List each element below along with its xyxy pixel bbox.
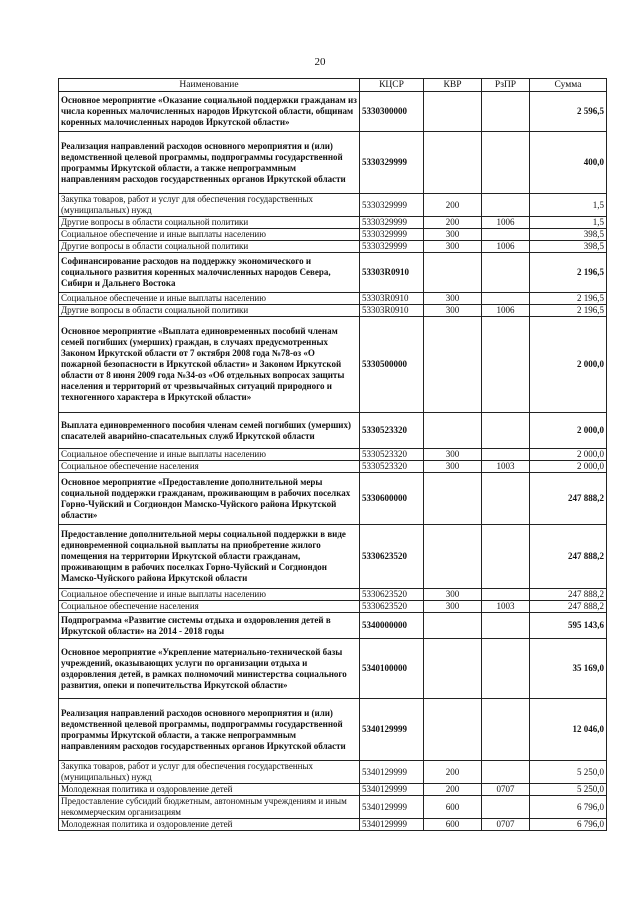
cell-name: Предоставление субсидий бюджетным, автономным учреждениям и иным некоммерческим организациям: [59, 796, 360, 819]
cell-kvr: 300: [424, 293, 482, 305]
cell-name: Реализация направлений расходов основного мероприятия и (или) ведомственной целевой программы, подпрограммы государственной программы Иркутской области, а также непрограммным направлениям расходов государственных органов Иркутской области: [59, 699, 360, 761]
table-row: [59, 639, 607, 699]
table-row: [59, 525, 607, 589]
table-row: [59, 92, 607, 132]
cell-name: Другие вопросы в области социальной политики: [59, 305, 360, 317]
cell-kcsr: 5340129999: [360, 761, 424, 784]
table-row: [59, 784, 607, 796]
cell-rzpr: [482, 613, 530, 639]
cell-rzpr: 1006: [482, 241, 530, 253]
table-row: [59, 317, 607, 413]
cell-rzpr: [482, 761, 530, 784]
cell-kcsr: 5340129999: [360, 699, 424, 761]
cell-kvr: 300: [424, 461, 482, 473]
table-row: [59, 305, 607, 317]
table-row: [59, 473, 607, 525]
cell-kvr: 300: [424, 449, 482, 461]
header-sum: Сумма: [530, 79, 607, 92]
cell-rzpr: 1003: [482, 461, 530, 473]
cell-name: Основное мероприятие «Укрепление материально-технической базы учреждений, оказывающих услуги по организации отдыха и оздоровления детей, в рамках полномочий министерства социального развития, опеки и попечительства Иркутской области»: [59, 639, 360, 699]
cell-rzpr: [482, 413, 530, 449]
cell-sum: 400,0: [530, 132, 607, 194]
cell-rzpr: [482, 796, 530, 819]
cell-kcsr: 5330623520: [360, 589, 424, 601]
table-row: [59, 589, 607, 601]
table-row: [59, 613, 607, 639]
cell-sum: 2 000,0: [530, 449, 607, 461]
cell-kvr: [424, 92, 482, 132]
cell-kvr: 600: [424, 819, 482, 831]
cell-name: Другие вопросы в области социальной политики: [59, 217, 360, 229]
cell-sum: 5 250,0: [530, 784, 607, 796]
cell-kcsr: 5330523320: [360, 461, 424, 473]
cell-kcsr: 53303R0910: [360, 293, 424, 305]
cell-sum: 398,5: [530, 229, 607, 241]
table-row: [59, 194, 607, 217]
cell-kcsr: 5340129999: [360, 819, 424, 831]
cell-sum: 398,5: [530, 241, 607, 253]
cell-name: Социальное обеспечение и иные выплаты населению: [59, 229, 360, 241]
cell-kvr: 600: [424, 796, 482, 819]
page-number: 20: [314, 56, 326, 68]
cell-rzpr: [482, 293, 530, 305]
cell-name: Социальное обеспечение и иные выплаты населению: [59, 449, 360, 461]
cell-sum: 2 000,0: [530, 413, 607, 449]
cell-sum: 247 888,2: [530, 589, 607, 601]
cell-kcsr: 5330329999: [360, 194, 424, 217]
cell-sum: 6 796,0: [530, 819, 607, 831]
table-row: [59, 293, 607, 305]
cell-kvr: [424, 613, 482, 639]
table-row: [59, 601, 607, 613]
cell-sum: 247 888,2: [530, 601, 607, 613]
table-row: [59, 761, 607, 784]
cell-rzpr: [482, 639, 530, 699]
cell-rzpr: [482, 132, 530, 194]
cell-sum: 2 596,5: [530, 92, 607, 132]
cell-kcsr: 5330523320: [360, 449, 424, 461]
cell-name: Основное мероприятие «Оказание социальной поддержки гражданам из числа коренных малочисленных народов Иркутской области, общинам коренных малочисленных народов Иркутской области»: [59, 92, 360, 132]
table-body: [59, 92, 607, 831]
cell-sum: 2 000,0: [530, 317, 607, 413]
cell-name: Социальное обеспечение населения: [59, 601, 360, 613]
table-row: [59, 132, 607, 194]
cell-kcsr: 5330329999: [360, 217, 424, 229]
cell-name: Социальное обеспечение и иные выплаты населению: [59, 293, 360, 305]
table-row: [59, 413, 607, 449]
cell-sum: 2 196,5: [530, 293, 607, 305]
cell-kcsr: 53303R0910: [360, 253, 424, 293]
cell-name: Софинансирование расходов на поддержку экономического и социального развития коренных малочисленных народов Севера, Сибири и Дальнего Востока: [59, 253, 360, 293]
cell-sum: 2 196,5: [530, 305, 607, 317]
table-header-row: [59, 79, 607, 92]
cell-kcsr: 5330329999: [360, 229, 424, 241]
header-kcsr: КЦСР: [360, 79, 424, 92]
cell-kvr: 200: [424, 194, 482, 217]
cell-sum: 595 143,6: [530, 613, 607, 639]
cell-rzpr: 0707: [482, 784, 530, 796]
cell-rzpr: [482, 253, 530, 293]
table-row: [59, 217, 607, 229]
cell-kvr: 200: [424, 761, 482, 784]
cell-name: Основное мероприятие «Предоставление дополнительной меры социальной поддержки гражданам, проживающим в рабочих поселках Горно-Чуйский и Согдиондон Мамско-Чуйского района Иркутской области»: [59, 473, 360, 525]
cell-name: Подпрограмма «Развитие системы отдыха и оздоровления детей в Иркутской области» на 2014 - 2018 годы: [59, 613, 360, 639]
cell-kcsr: 5340129999: [360, 796, 424, 819]
cell-rzpr: [482, 229, 530, 241]
cell-name: Закупка товаров, работ и услуг для обеспечения государственных (муниципальных) нужд: [59, 761, 360, 784]
table-row: [59, 229, 607, 241]
cell-name: Другие вопросы в области социальной политики: [59, 241, 360, 253]
cell-name: Закупка товаров, работ и услуг для обеспечения государственных (муниципальных) нужд: [59, 194, 360, 217]
cell-name: Выплата единовременного пособия членам семей погибших (умерших) спасателей аварийно-спасательных служб Иркутской области: [59, 413, 360, 449]
table-row: [59, 449, 607, 461]
cell-kvr: [424, 525, 482, 589]
cell-name: Социальное обеспечение и иные выплаты населению: [59, 589, 360, 601]
cell-rzpr: 1006: [482, 217, 530, 229]
cell-rzpr: 1006: [482, 305, 530, 317]
cell-kvr: [424, 473, 482, 525]
cell-kcsr: 5330329999: [360, 241, 424, 253]
header-rzpr: РзПР: [482, 79, 530, 92]
cell-kcsr: 5340100000: [360, 639, 424, 699]
cell-rzpr: [482, 589, 530, 601]
cell-kvr: 300: [424, 229, 482, 241]
budget-table: [58, 78, 607, 831]
cell-kcsr: 5330523320: [360, 413, 424, 449]
cell-rzpr: [482, 449, 530, 461]
cell-sum: 1,5: [530, 217, 607, 229]
header-kvr: КВР: [424, 79, 482, 92]
cell-kcsr: 5330500000: [360, 317, 424, 413]
cell-rzpr: 0707: [482, 819, 530, 831]
cell-kvr: [424, 253, 482, 293]
table-row: [59, 796, 607, 819]
table-row: [59, 819, 607, 831]
cell-kcsr: 5330623520: [360, 601, 424, 613]
cell-sum: 6 796,0: [530, 796, 607, 819]
cell-sum: 2 000,0: [530, 461, 607, 473]
cell-kcsr: 5330300000: [360, 92, 424, 132]
cell-rzpr: [482, 473, 530, 525]
cell-kvr: [424, 413, 482, 449]
cell-sum: 35 169,0: [530, 639, 607, 699]
cell-kvr: 300: [424, 589, 482, 601]
cell-sum: 5 250,0: [530, 761, 607, 784]
cell-kvr: 300: [424, 601, 482, 613]
cell-sum: 12 046,0: [530, 699, 607, 761]
cell-name: Социальное обеспечение населения: [59, 461, 360, 473]
cell-rzpr: [482, 92, 530, 132]
cell-sum: 2 196,5: [530, 253, 607, 293]
cell-rzpr: [482, 699, 530, 761]
cell-name: Основное мероприятие «Выплата единовременных пособий членам семей погибших (умерших) граждан, в случаях предусмотренных Законом Иркутской области от 7 октября 2008 года №78-оз «О пожарной безопасности в Иркутской области» и Законом Иркутской области от 8 июня 2009 года №34-оз «Об отдельных вопросах защиты населения и территорий от чрезвычайных ситуаций природного и техногенного характера в Иркутской области»: [59, 317, 360, 413]
cell-kvr: 300: [424, 305, 482, 317]
header-name: Наименование: [59, 79, 360, 92]
cell-kvr: [424, 699, 482, 761]
cell-rzpr: 1003: [482, 601, 530, 613]
cell-kcsr: 5330623520: [360, 525, 424, 589]
cell-kcsr: 5330329999: [360, 132, 424, 194]
cell-name: Реализация направлений расходов основного мероприятия и (или) ведомственной целевой программы, подпрограммы государственной программы Иркутской области, а также непрограммным направлениям расходов государственных органов Иркутской области: [59, 132, 360, 194]
cell-sum: 247 888,2: [530, 473, 607, 525]
cell-rzpr: [482, 194, 530, 217]
cell-kvr: 200: [424, 784, 482, 796]
cell-kcsr: 5340000000: [360, 613, 424, 639]
cell-kvr: [424, 639, 482, 699]
cell-name: Молодежная политика и оздоровление детей: [59, 784, 360, 796]
table-row: [59, 461, 607, 473]
cell-kcsr: 5330600000: [360, 473, 424, 525]
cell-kcsr: 53303R0910: [360, 305, 424, 317]
table-row: [59, 699, 607, 761]
cell-rzpr: [482, 317, 530, 413]
cell-name: Предоставление дополнительной меры социальной поддержки в виде единовременной социальной выплаты на приобретение жилого помещения на территории Иркутской области гражданам, проживающим в рабочих поселках Горно-Чуйский и Согдиондон Мамско-Чуйского района Иркутской области: [59, 525, 360, 589]
cell-sum: 1,5: [530, 194, 607, 217]
cell-kvr: 200: [424, 217, 482, 229]
cell-kvr: [424, 317, 482, 413]
cell-kvr: 300: [424, 241, 482, 253]
table-row: [59, 253, 607, 293]
cell-name: Молодежная политика и оздоровление детей: [59, 819, 360, 831]
cell-rzpr: [482, 525, 530, 589]
table-row: [59, 241, 607, 253]
cell-kvr: [424, 132, 482, 194]
cell-sum: 247 888,2: [530, 525, 607, 589]
cell-kcsr: 5340129999: [360, 784, 424, 796]
